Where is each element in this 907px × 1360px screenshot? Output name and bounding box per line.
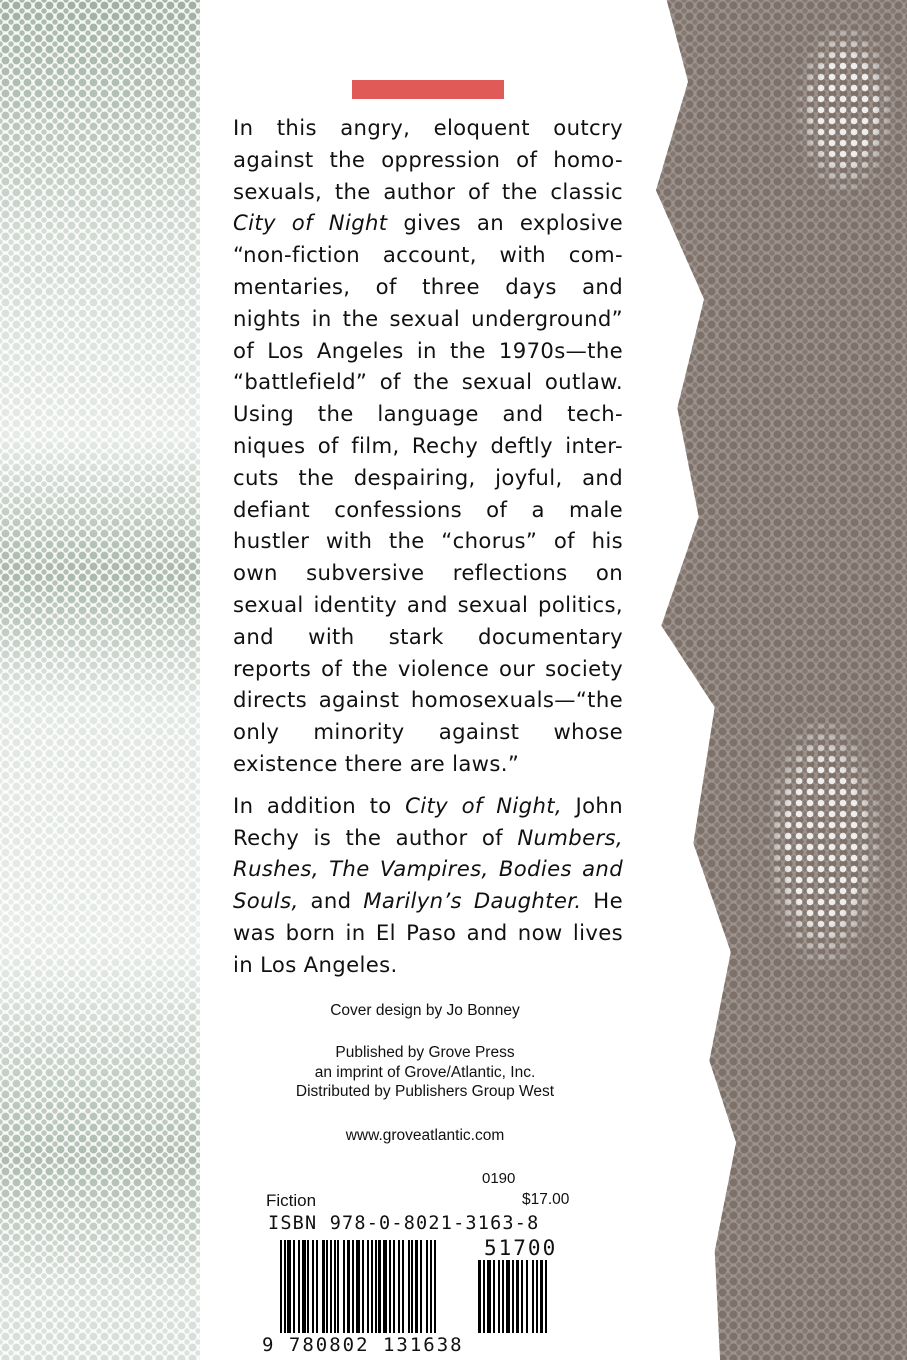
addon-digits: 51700 bbox=[484, 1236, 558, 1260]
barcode-bar bbox=[411, 1240, 413, 1333]
barcode-bar bbox=[298, 1240, 300, 1333]
barcode-bar bbox=[415, 1240, 418, 1333]
barcode-bar bbox=[434, 1240, 436, 1333]
barcode-bar bbox=[393, 1240, 395, 1333]
barcode-bar bbox=[398, 1240, 400, 1333]
barcode-bar bbox=[483, 1260, 485, 1333]
barcode-bar bbox=[284, 1240, 286, 1333]
halftone-highlight-right bbox=[700, 0, 907, 1360]
barcode-bar bbox=[478, 1260, 481, 1333]
barcode-bar bbox=[293, 1240, 295, 1333]
barcode-bar bbox=[532, 1260, 534, 1333]
barcode-bar bbox=[347, 1240, 350, 1333]
price: $17.00 bbox=[522, 1191, 570, 1208]
barcode-bar bbox=[371, 1240, 373, 1333]
barcode-bar bbox=[352, 1240, 354, 1333]
barcode-bar bbox=[493, 1260, 495, 1333]
barcode-bar bbox=[375, 1240, 377, 1333]
accent-bar bbox=[352, 80, 504, 99]
barcode-digits: 9 780802 131638 bbox=[262, 1334, 464, 1356]
barcode-bar bbox=[312, 1240, 314, 1333]
barcode-bar bbox=[526, 1260, 528, 1333]
price-addon-barcode bbox=[478, 1260, 566, 1333]
ean-barcode bbox=[280, 1240, 472, 1333]
barcode-bar bbox=[367, 1240, 369, 1333]
barcode-bar bbox=[362, 1240, 364, 1333]
book-title: Marilyn’s Daughter. bbox=[363, 888, 582, 914]
category-label: Fiction bbox=[266, 1191, 317, 1210]
barcode-bar bbox=[326, 1240, 328, 1333]
barcode-bar bbox=[498, 1260, 500, 1333]
barcode-bar bbox=[334, 1240, 336, 1333]
barcode-bar bbox=[512, 1260, 514, 1333]
barcode-bar bbox=[378, 1240, 381, 1333]
barcode-bar bbox=[502, 1260, 504, 1333]
barcode-bar bbox=[287, 1240, 291, 1333]
barcode-bar bbox=[337, 1240, 339, 1333]
cover-design-credit: Cover design by Jo Bonney bbox=[330, 1002, 520, 1019]
barcode-bar bbox=[536, 1260, 538, 1333]
publisher-url: www.groveatlantic.com bbox=[345, 1127, 505, 1144]
barcode-bar bbox=[426, 1240, 428, 1333]
isbn: ISBN 978-0-8021-3163-8 bbox=[268, 1213, 540, 1234]
back-cover-blurb bbox=[233, 112, 623, 991]
barcode-bar bbox=[280, 1240, 282, 1333]
publisher-credit bbox=[0, 1043, 850, 1102]
book-titles-list: Numbers, Rushes, The Vampires, Bodies and Souls, bbox=[233, 824, 623, 914]
barcode-bar bbox=[430, 1240, 432, 1333]
distributor-line: Distributed by Publishers Group West bbox=[295, 1083, 555, 1100]
barcode-bar bbox=[545, 1260, 547, 1333]
barcode-bar bbox=[487, 1260, 491, 1333]
price-code: 0190 bbox=[482, 1170, 516, 1187]
barcode-bar bbox=[521, 1260, 523, 1333]
publisher-line: Published by Grove Press bbox=[335, 1044, 515, 1061]
barcode-bar bbox=[356, 1240, 360, 1333]
blurb-paragraph-author-bio: In addition to City of Night, John Rechy is the author of Numbers, Rushes, The Vampires, Bodies and Souls, and Marilyn’s Daughter. He was born in El Paso and now lives in Los Angeles. bbox=[233, 792, 623, 977]
barcode-bar bbox=[307, 1240, 309, 1333]
barcode-bar bbox=[330, 1240, 332, 1333]
barcode-bar bbox=[343, 1240, 345, 1333]
barcode-bar bbox=[516, 1260, 519, 1333]
barcode-bar bbox=[408, 1240, 410, 1333]
barcode-bar bbox=[316, 1240, 318, 1333]
book-title: City of Night, bbox=[405, 792, 562, 818]
book-title: City of Night bbox=[233, 210, 388, 236]
barcode-bar bbox=[322, 1240, 325, 1333]
barcode-bar bbox=[402, 1240, 404, 1333]
blurb-paragraph-description: In this angry, eloquent outcry against the oppression of homo-sexuals, the author of the classic City of Night gives an explosive “non-fiction account, with com-mentaries, of three days and nights in the sexual underground” of Los Angeles in the 1970s—the “battlefield” of the sexual outlaw. Using the language and tech-niques of film, Rechy deftly inter-cuts the despairing, joyful, and defiant confessions of a male hustler with the “chorus” of his own subversive reflections on sexual identity and sexual politics, and with stark documentary reports of the violence our society directs against homosexuals—“the only minority against whose existence there are laws.” bbox=[233, 115, 624, 776]
barcode-bar bbox=[420, 1240, 422, 1333]
imprint-line: an imprint of Grove/Atlantic, Inc. bbox=[314, 1063, 536, 1081]
barcode-bar bbox=[506, 1260, 510, 1333]
barcode-bar bbox=[383, 1240, 387, 1333]
barcode-bar bbox=[302, 1240, 306, 1333]
halftone-shading-left bbox=[0, 0, 200, 1360]
barcode-bar bbox=[389, 1240, 391, 1333]
barcode-bar bbox=[540, 1260, 543, 1333]
